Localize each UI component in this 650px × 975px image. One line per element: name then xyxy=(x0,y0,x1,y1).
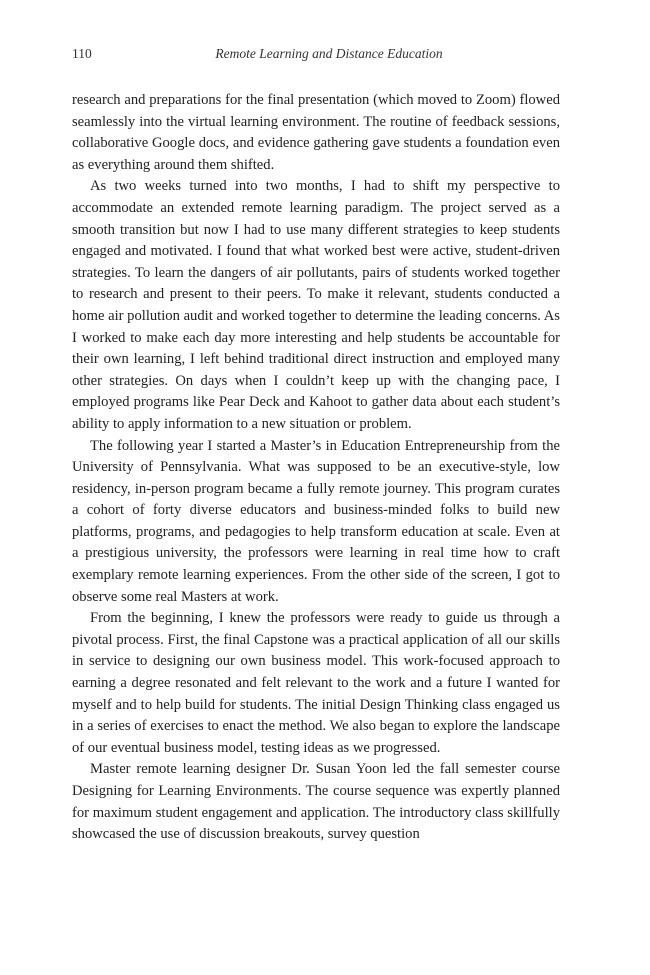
paragraph-4: From the beginning, I knew the professors were ready to guide us through a pivotal process. First, the final Capstone was a practical application of all our skills in service to designing our own business model. This work-focused approach to earning a degree resonated and felt relevant to the work and a future I wanted for myself and to help build for students. The initial Design Thinking class engaged us in a series of exercises to enact the method. We also began to explore the landscape of our eventual business model, testing ideas as we progressed. xyxy=(72,610,560,756)
paragraph-2: As two weeks turned into two months, I had to shift my perspective to accommodate an extended remote learning paradigm. The project served as a smooth transition but now I had to use many different strategies to keep students engaged and motivated. I found that what worked best were active, student-driven strategies. To learn the dangers of air pollutants, pairs of students worked together to research and present to their peers. To make it relevant, students conducted a home air pollution audit and worked together to determine the leading concerns. As I worked to make each day more interesting and help students be accountable for their own learning, I left behind traditional direct instruction and employed many other strategies. On days when I couldn’t keep up with the changing pace, I employed programs like Pear Deck and Kahoot to gather data about each student’s ability to apply information to a new situation or problem. xyxy=(72,178,560,432)
paragraph-5: Master remote learning designer Dr. Susan Yoon led the fall semester course Designing for Learning Environments. The course sequence was expertly planned for maximum student engagement and application. The introductory class skillfully showcased the use of discussion breakouts, survey question xyxy=(72,761,560,843)
page-header xyxy=(72,46,560,66)
body-text xyxy=(72,90,560,846)
page-number: 110 xyxy=(72,46,92,61)
running-title: Remote Learning and Distance Education xyxy=(215,46,443,61)
paragraph-1: research and preparations for the final presentation (which moved to Zoom) flowed seamlessly into the virtual learning environment. The routine of feedback sessions, collaborative Google docs, and evidence gathering gave students a foundation even as everything around them shifted. xyxy=(72,92,560,173)
paragraph-3: The following year I started a Master’s in Education Entrepreneurship from the University of Pennsylvania. What was supposed to be an executive-style, low residency, in-person program became a fully remote journey. This program curates a cohort of forty diverse educators and business-minded folks to build new platforms, programs, and pedagogies to help transform education at scale. Even at a prestigious university, the professors were learning in real time how to craft exemplary remote learning experiences. From the other side of the screen, I got to observe some real Masters at work. xyxy=(72,437,560,605)
